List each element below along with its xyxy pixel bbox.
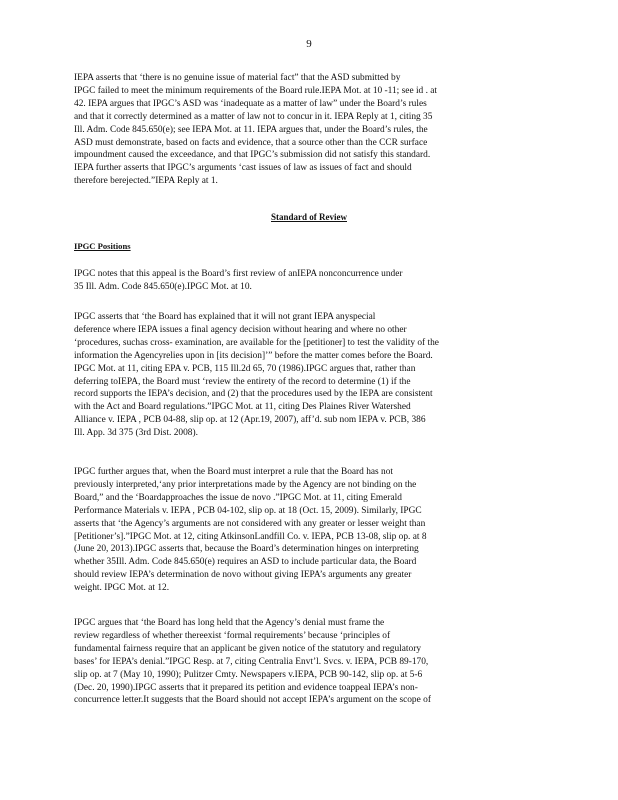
page-number: 9 — [306, 38, 312, 50]
text-line: IPGC asserts that ‘the Board has explained that it will not grant IEPA anyspecial — [74, 312, 376, 322]
text-line: should review IEPA’s determination de novo without giving IEPA’s arguments any greater — [74, 570, 412, 581]
text-line: IPGC argues that ‘the Board has long held that the Agency’s denial must frame the — [74, 618, 385, 628]
text-line: IPGC further argues that, when the Board must interpret a rule that the Board has not — [74, 467, 394, 477]
text-line: IEPA further asserts that IPGC’s arguments ‘cast issues of law as issues of fact and should — [74, 163, 412, 174]
text-line: Ill. Adm. Code 845.650(e); see IEPA Mot. at 11. IEPA argues that, under the Board’s rules, the — [74, 124, 428, 135]
text-line: bases’ for IEPA’s denial.”IPGC Resp. at 7, citing Centralia Envt’l. Svcs. v. IEPA, PCB 89-170, — [74, 656, 429, 667]
text-line: concurrence letter.It suggests that the Board should not accept IEPA’s argument on the scope of — [74, 695, 431, 706]
paragraph-deference — [74, 311, 540, 440]
text-line: fundamental fairness require that an applicant be given notice of the statutory and regulatory — [74, 643, 422, 654]
paragraph-frame-review — [74, 617, 540, 707]
paragraph-iepa-assertions — [74, 72, 540, 188]
text-line: previously interpreted,‘any prior interpretations made by the Agency are not binding on the — [74, 479, 417, 490]
text-line: information the Agencyrelies upon in [its decision]’” before the matter comes before the Board. — [74, 350, 433, 361]
paragraph-de-novo — [74, 466, 540, 595]
text-line: (June 20, 2013).IPGC asserts that, because the Board’s determination hinges on interpreting — [74, 544, 419, 555]
text-line: and that it correctly determined as a matter of law not to concur in it. IEPA Reply at 1, citing 35 — [74, 111, 433, 122]
text-line: IEPA asserts that ‘there is no genuine issue of material fact” that the ASD submitted by — [74, 73, 401, 83]
text-line: Board,” and the ‘Boardapproaches the issue de novo .”IPGC Mot. at 11, citing Emerald — [74, 492, 402, 503]
section-heading — [0, 212, 618, 222]
text-line: review regardless of whether thereexist ‘formal requirements’ because ‘principles of — [74, 630, 391, 641]
heading-text: Standard of Review — [271, 212, 347, 222]
text-line: IPGC Mot. at 11, citing EPA v. PCB, 115 Ill.2d 65, 70 (1986).IPGC argues that, rather than — [74, 363, 416, 374]
text-line: deferring toIEPA, the Board must ‘review the entirety of the record to determine (1) if the — [74, 376, 411, 387]
text-line: weight. IPGC Mot. at 12. — [74, 583, 170, 594]
subheading-text: IPGC Positions — [74, 241, 131, 251]
text-line: 42. IEPA argues that IPGC’s ASD was ‘inadequate as a matter of law” under the Board’s rules — [74, 98, 427, 109]
text-line: Alliance v. IEPA , PCB 04-88, slip op. at 12 (Apr.19, 2007), aff’d. sub nom IEPA v. PCB, 386 — [74, 415, 426, 426]
text-line: asserts that ‘the Agency’s arguments are not considered with any greater or lesser weight than — [74, 518, 426, 529]
subsection-heading — [74, 241, 131, 251]
text-line: [Petitioner’s].”IPGC Mot. at 12, citing AtkinsonLandfill Co. v. IEPA, PCB 13-08, slip op. at 8 — [74, 531, 427, 542]
text-line: IPGC notes that this appeal is the Board’s first review of anIEPA nonconcurrence under — [74, 269, 403, 279]
text-line: record supports the IEPA’s decision, and (2) that the procedures used by the IEPA are consistent — [74, 389, 433, 400]
text-line: slip op. at 7 (May 10, 1990); Pulitzer Cmty. Newspapers v.IEPA, PCB 90-142, slip op. at 5-6 — [74, 669, 423, 680]
text-line: with the Act and Board regulations.”IPGC Mot. at 11, citing Des Plaines River Watershed — [74, 402, 411, 413]
text-line: ‘procedures, suchas cross- examination, are available for the [petitioner] to test the validity of the — [74, 337, 439, 348]
text-line: Performance Materials v. IEPA , PCB 04-102, slip op. at 18 (Oct. 15, 2009). Similarly, IPGC — [74, 505, 422, 516]
text-line: therefore berejected.”IEPA Reply at 1. — [74, 176, 218, 187]
text-line: ASD must demonstrate, based on facts and evidence, that a source other than the CCR surface — [74, 137, 428, 148]
text-line: impoundment caused the exceedance, and that IPGC’s submission did not satisfy this standard. — [74, 150, 431, 161]
text-line: deference where IEPA issues a final agency decision without hearing and where no other — [74, 324, 407, 335]
text-line: 35 Ill. Adm. Code 845.650(e).IPGC Mot. at 10. — [74, 281, 252, 292]
text-line: whether 35Ill. Adm. Code 845.650(e) requires an ASD to include particular data, the Board — [74, 557, 417, 568]
paragraph-first-review — [74, 268, 540, 294]
text-line: Ill. App. 3d 375 (3rd Dist. 2008). — [74, 428, 198, 439]
text-line: (Dec. 20, 1990).IPGC asserts that it prepared its petition and evidence toappeal IEPA’s non- — [74, 682, 418, 693]
text-line: IPGC failed to meet the minimum requirements of the Board rule.IEPA Mot. at 10 -11; see id . at — [74, 85, 438, 96]
